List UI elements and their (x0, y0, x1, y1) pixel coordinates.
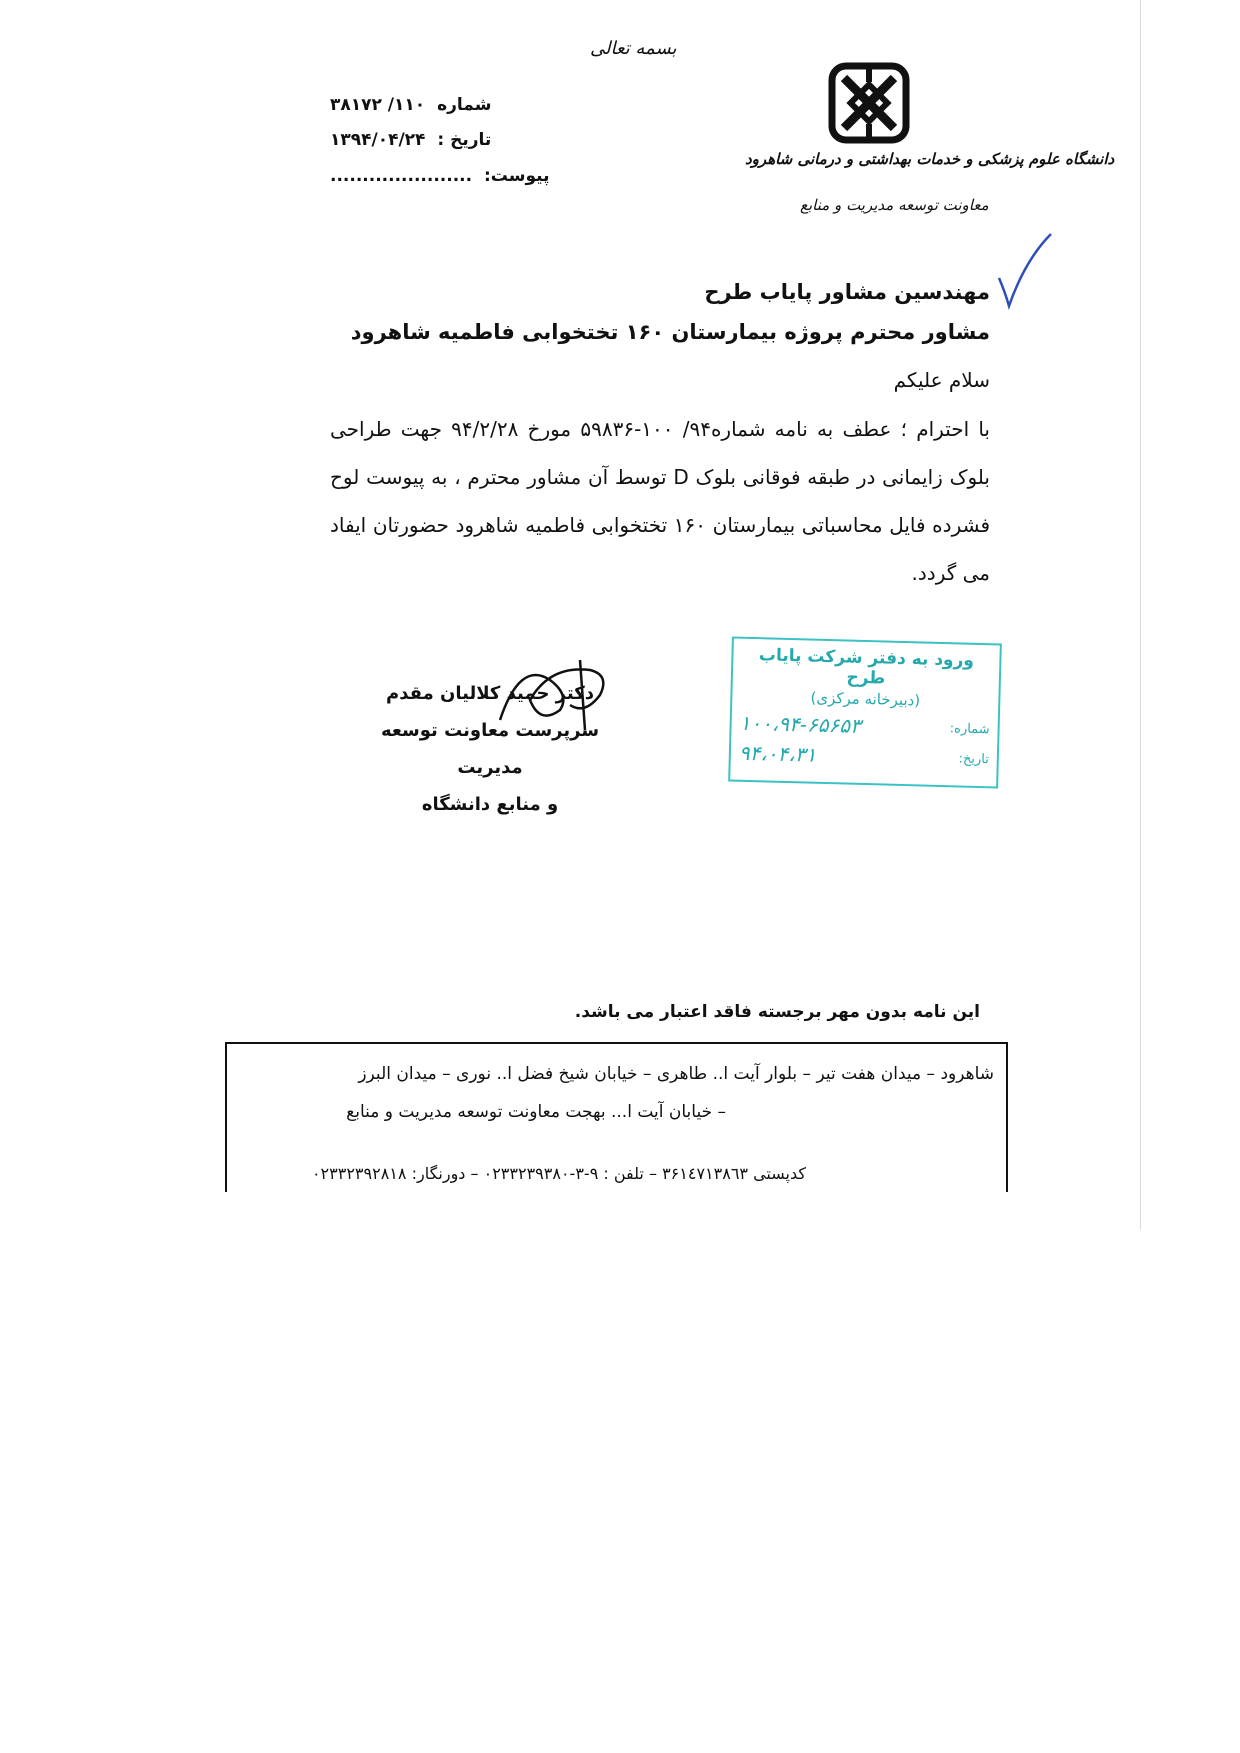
addressee-line-2: مشاور محترم پروژه بیمارستان ۱۶۰ تختخوابی فاطمیه شاهرود (350, 320, 990, 344)
validity-notice: این نامه بدون مهر برجسته فاقد اعتبار می باشد. (574, 1002, 980, 1022)
stamp-title: ورود به دفتر شرکت پایاب طرح (758, 645, 975, 689)
department-name: معاونت توسعه مدیریت و منابع (800, 196, 989, 214)
letter-number (330, 95, 491, 115)
footer-address-line-2: – خیابان آیت ا... بهجت معاونت توسعه مدیریت و منابع (346, 1102, 726, 1122)
stamp-number-value: ۱۰۰،۹۴-۶۵۶۵۳ (739, 710, 862, 738)
stamp-date-value: ۹۴،۰۴،۳۱ (738, 740, 817, 767)
basmala: بسمه تعالی (590, 38, 677, 59)
letter-attachment-label: پیوست: (484, 166, 550, 186)
letter-attachment (330, 166, 550, 186)
letter-number-label: شماره (437, 95, 492, 115)
page-margin-line (1140, 0, 1141, 1230)
stamp-number-label: شماره: (949, 720, 990, 737)
received-stamp (728, 636, 1002, 788)
stamp-date-label: تاریخ: (958, 750, 990, 767)
letter-attachment-value: ...................... (330, 166, 473, 186)
footer-address-line-1: شاهرود – میدان هفت تیر – بلوار آیت ا.. طاهری – خیابان شیخ فضل ا.. نوری – میدان البرز (358, 1064, 994, 1084)
letter-body: با احترام ؛ عطف به نامه شماره۹۴/ ۱۰۰-۵۹۸۳۶ مورخ ۹۴/۲/۲۸ جهت طراحی بلوک زایمانی در طبقه فوقانی بلوک D توسط آن مشاور محترم ، به پیوست لوح فشرده فایل محاسباتی بیمارستان ۱۶۰ تختخوابی فاطمیه شاهرود حضورتان ایفاد می گردد. (330, 417, 991, 585)
footer-address-box (225, 1042, 1008, 1192)
letter-date-value: ۱۳۹۴/۰۴/۲۴ (330, 130, 426, 150)
university-name: دانشگاه علوم پزشکی و خدمات بهداشتی و درمانی شاهرود (745, 150, 1115, 168)
check-mark-icon (995, 230, 1055, 310)
footer-contact: کدپستی ۳۶۱٤۷۱۳۸٦۳ – تلفن : ۹-۳-۰۲۳۳۲۳۹۳۸۰ – دورنگار: ۰۲۳۳۲۳۹۲۸۱۸ (311, 1164, 806, 1183)
stamp-number-row (739, 711, 990, 742)
signer-title-line-1: سرپرست معاونت توسعه مدیریت (380, 720, 600, 778)
stamp-subtitle: (دبیرخانه مرکزی) (810, 688, 921, 710)
signer-title-line-2: و منابع دانشگاه (421, 794, 559, 815)
university-logo-icon (828, 62, 910, 144)
signer-name: دکتر حمید کلالیان مقدم (386, 683, 594, 704)
handwritten-signature-icon (490, 650, 620, 740)
letter-number-value: ۱۱۰/ ۳۸۱۷۲ (330, 95, 426, 115)
letter-date (330, 130, 491, 150)
stamp-date-row (739, 741, 990, 772)
addressee-line-1: مهندسین مشاور پایاب طرح (704, 280, 990, 304)
letter-date-label: تاریخ : (437, 130, 492, 150)
greeting: سلام علیکم (893, 368, 990, 392)
